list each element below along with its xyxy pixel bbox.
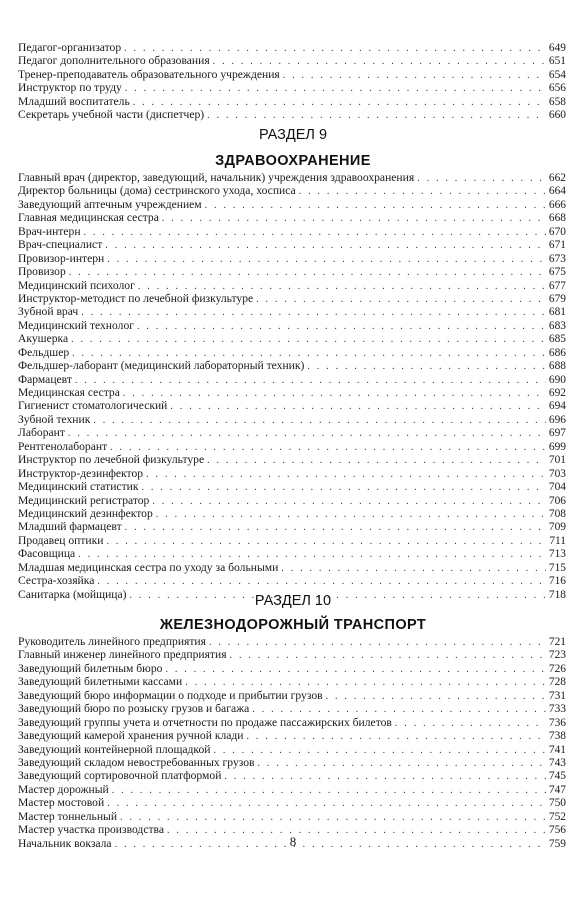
toc-entry [18,467,566,480]
toc-entry-title: Гигиенист стоматологический [18,399,168,413]
dot-leader [146,468,546,481]
dot-leader [93,414,546,427]
dot-leader [112,784,546,797]
toc-entry [18,198,566,211]
toc-entry [18,225,566,238]
section-10-part-label: РАЗДЕЛ 10 [254,593,332,609]
toc-entry-page: 662 [548,172,566,184]
toc-entry-title: Фельдшер [18,345,70,359]
dot-leader [68,427,546,440]
toc-entry [18,635,566,648]
toc-entry-page: 728 [548,676,566,689]
toc-entry [18,265,566,278]
toc-entry-title: Педагог-организатор [18,41,122,54]
toc-entry-page: 671 [548,239,566,252]
toc-entry [18,716,566,729]
toc-entry [18,494,566,507]
toc-entry-page: 694 [548,400,566,413]
toc-entry [18,359,566,372]
dot-leader [107,797,546,810]
toc-entry-title: Инструктор по лечебной физкультуре [18,453,205,467]
toc-entry [18,662,566,675]
dot-leader [125,82,546,95]
toc-entry-page: 715 [548,561,566,574]
toc-entry-title: Главный инженер линейного предприятия [18,648,227,662]
toc-entry [18,41,566,54]
toc-entry [18,95,566,108]
toc-entry-title: Лаборант [18,426,65,440]
toc-entry [18,534,566,547]
toc-entry-title: Врач-специалист [18,238,103,252]
toc-entry [18,440,566,453]
page-number: 8 [289,834,297,849]
section-10-title: ЖЕЛЕЗНОДОРОЖНЫЙ ТРАНСПОРТ [159,617,427,633]
toc-entry [18,574,566,587]
toc-entry [18,346,566,359]
toc-entry [18,252,566,265]
toc-entry-page: 756 [548,824,566,837]
dot-leader [106,535,546,548]
dot-leader [165,663,545,676]
toc-entry-page: 709 [548,521,566,534]
dot-leader [133,96,546,109]
toc-entry-page: 690 [548,373,566,386]
dot-leader [125,521,546,534]
toc-entry [18,507,566,520]
toc-entry-title: Заведующий группы учета и отчетности по продаже пассажирских билетов [18,715,392,729]
toc-entry-page: 716 [548,575,566,588]
toc-entry-title: Заведующий аптечным учреждением [18,197,202,211]
toc-list-section-10 [18,635,566,850]
dot-leader [123,387,546,400]
toc-entry-title: Заведующий бюро по розыску грузов и багажа [18,702,250,716]
toc-entry-title: Провизор [18,265,66,279]
toc-entry [18,520,566,533]
toc-entry [18,675,566,688]
dot-leader [326,690,546,703]
toc-entry-page: 745 [548,770,566,783]
section-9-part-label: РАЗДЕЛ 9 [258,127,328,143]
toc-entry-page: 721 [548,636,566,648]
toc-entry-page: 670 [548,225,566,238]
toc-entry-title: Медицинский психолог [18,278,135,292]
toc-entry-title: Фасовщица [18,547,76,561]
toc-entry-title: Провизор-интерн [18,251,105,265]
toc-list-top [18,41,566,122]
toc-entry [18,561,566,574]
dot-leader [72,347,546,360]
toc-entry-title: Секретарь учебной части (диспетчер) [18,108,205,122]
toc-entry [18,238,566,251]
dot-leader [207,454,546,467]
toc-entry-title: Продавец оптики [18,533,104,547]
dot-leader [107,253,546,266]
toc-entry-title: Младшая медицинская сестра по уходу за больными [18,560,279,574]
toc-entry [18,729,566,742]
toc-entry [18,305,566,318]
toc-entry [18,81,566,94]
toc-entry-page: 681 [548,306,566,319]
toc-entry-title: Мастер дорожный [18,782,109,796]
toc-entry-page: 743 [548,756,566,769]
toc-entry-page: 741 [548,743,566,756]
toc-entry [18,171,566,184]
toc-entry-page: 660 [548,109,566,122]
toc-entry-page: 696 [548,413,566,426]
toc-entry [18,386,566,399]
toc-entry-page: 649 [548,42,566,54]
toc-entry-page: 651 [548,55,566,68]
toc-entry-title: Руководитель линейного предприятия [18,635,206,648]
toc-entry-page: 752 [548,810,566,823]
toc-entry-page: 759 [548,837,566,850]
toc-entry-page: 685 [548,333,566,346]
dot-leader [395,717,546,730]
toc-entry-title: Заведующий бюро информации о подходе и прибытии грузов [18,688,323,702]
dot-leader [256,293,546,306]
dot-leader [162,212,546,225]
toc-entry-title: Заведующий билетными кассами [18,675,183,689]
toc-entry [18,184,566,197]
toc-entry-title: Заведующий камерой хранения ручной клади [18,729,244,743]
toc-entry-page: 736 [548,716,566,729]
dot-leader [120,811,546,824]
toc-entry-title: Педагог дополнительного образования [18,54,210,68]
toc-entry-page: 697 [548,427,566,440]
toc-entry [18,743,566,756]
toc-entry [18,68,566,81]
dot-leader [105,239,546,252]
toc-entry [18,332,566,345]
toc-entry [18,373,566,386]
toc-entry-page: 731 [548,689,566,702]
toc-entry-title: Зубной техник [18,412,91,426]
toc-entry-page: 658 [548,95,566,108]
dot-leader [84,226,546,239]
toc-entry [18,292,566,305]
toc-entry-title: Инструктор-дезинфектор [18,466,144,480]
dot-leader [281,562,546,575]
dot-leader [205,199,546,212]
dot-leader [110,441,546,454]
toc-entry-page: 706 [548,494,566,507]
dot-leader [307,360,546,373]
toc-entry-page: 656 [548,82,566,95]
toc-entry-title: Главный врач (директор, заведующий, начальник) учреждения здравоохранения [18,171,415,184]
toc-entry-page: 726 [548,662,566,675]
dot-leader [299,185,546,198]
toc-entry-page: 713 [548,548,566,561]
dot-leader [207,109,546,122]
toc-entry-title: Тренер-преподаватель образовательного учреждения [18,67,280,81]
toc-entry-title: Младший фармацевт [18,520,122,534]
toc-entry-title: Заведующий билетным бюро [18,661,163,675]
toc-entry [18,769,566,782]
toc-entry [18,426,566,439]
dot-leader [258,757,546,770]
toc-entry [18,702,566,715]
toc-entry-title: Начальник вокзала [18,836,112,850]
toc-entry [18,547,566,560]
toc-entry [18,796,566,809]
dot-leader [283,69,546,82]
dot-leader [247,730,546,743]
toc-entry-title: Санитарка (мойщица) [18,587,127,601]
toc-entry-title: Врач-интерн [18,224,81,238]
toc-entry [18,54,566,67]
toc-entry-page: 664 [548,185,566,198]
toc-entry-page: 723 [548,649,566,662]
toc-entry [18,211,566,224]
dot-leader [209,636,546,649]
toc-entry [18,399,566,412]
dot-leader [417,172,546,185]
toc-entry [18,756,566,769]
toc-entry-page: 692 [548,387,566,399]
toc-entry-page: 699 [548,440,566,453]
dot-leader [185,676,546,689]
dot-leader [170,400,546,413]
dot-leader [152,495,546,508]
toc-entry-title: Медицинский дезинфектор [18,506,153,520]
toc-entry-title: Младший воспитатель [18,94,130,108]
toc-entry-page: 677 [548,279,566,292]
toc-entry-page: 686 [548,346,566,359]
toc-entry-page: 654 [548,68,566,81]
dot-leader [97,575,546,588]
toc-entry-page: 747 [548,783,566,796]
dot-leader [78,548,546,561]
toc-entry-title: Мастер тоннельный [18,809,118,823]
toc-entry-title: Медицинская сестра [18,386,120,399]
dot-leader [69,266,546,279]
toc-entry-page: 733 [548,703,566,716]
toc-entry-title: Медицинский регистратор [18,493,150,507]
toc-entry-title: Фармацевт [18,372,72,386]
section-9-title: ЗДРАВООХРАНЕНИЕ [215,153,371,169]
toc-entry-page: 683 [548,319,566,332]
toc-entry-page: 738 [548,730,566,743]
toc-entry-title: Заведующий складом невостребованных грузов [18,755,255,769]
toc-entry-page: 688 [548,360,566,373]
toc-entry [18,108,566,121]
toc-entry-page: 704 [548,481,566,494]
toc-entry [18,453,566,466]
toc-entry-title: Акушерка [18,332,69,346]
dot-leader [141,481,545,494]
toc-entry [18,480,566,493]
toc-entry [18,689,566,702]
toc-entry [18,648,566,661]
toc-entry [18,413,566,426]
dot-leader [252,703,546,716]
toc-entry-page: 701 [548,454,566,467]
dot-leader [137,320,546,333]
toc-entry-page: 673 [548,252,566,265]
toc-entry-page: 668 [548,212,566,225]
toc-entry-page: 750 [548,797,566,810]
dot-leader [138,280,546,293]
toc-entry-title: Инструктор по труду [18,81,122,95]
toc-entry-title: Мастер участка производства [18,823,165,837]
toc-entry-title: Рентгенолаборант [18,439,108,453]
toc-entry-page: 708 [548,507,566,520]
toc-entry-page: 711 [549,534,566,547]
toc-entry-title: Фельдшер-лаборант (медицинский лабораторный техник) [18,359,305,373]
dot-leader [124,42,546,55]
toc-entry-title: Заведующий сортировочной платформой [18,769,222,783]
toc-entry [18,783,566,796]
toc-entry-page: 679 [548,292,566,305]
dot-leader [156,508,546,521]
dot-leader [224,770,546,783]
toc-entry-title: Медицинский статистик [18,480,139,494]
toc-entry-title: Инструктор-методист по лечебной физкультуре [18,291,254,305]
dot-leader [75,374,546,387]
toc-entry-title: Медицинский технолог [18,318,134,332]
toc-entry-title: Мастер мостовой [18,796,105,810]
toc-entry [18,279,566,292]
toc-entry-page: 718 [548,588,566,601]
dot-leader [213,55,546,68]
toc-entry-page: 703 [548,467,566,480]
dot-leader [213,744,545,757]
toc-entry-title: Главная медицинская сестра [18,211,159,225]
toc-entry-page: 675 [548,266,566,279]
dot-leader [71,333,546,346]
toc-entry-title: Директор больницы (дома) сестринского ухода, хосписа [18,184,296,198]
toc-entry-title: Сестра-хозяйка [18,574,95,588]
dot-leader [230,649,546,662]
toc-list-section-9 [18,171,566,601]
toc-entry-page: 666 [548,198,566,211]
toc-entry-title: Зубной врач [18,305,79,319]
dot-leader [81,306,546,319]
toc-entry [18,810,566,823]
toc-entry-title: Заведующий контейнерной площадкой [18,742,211,756]
toc-entry [18,319,566,332]
